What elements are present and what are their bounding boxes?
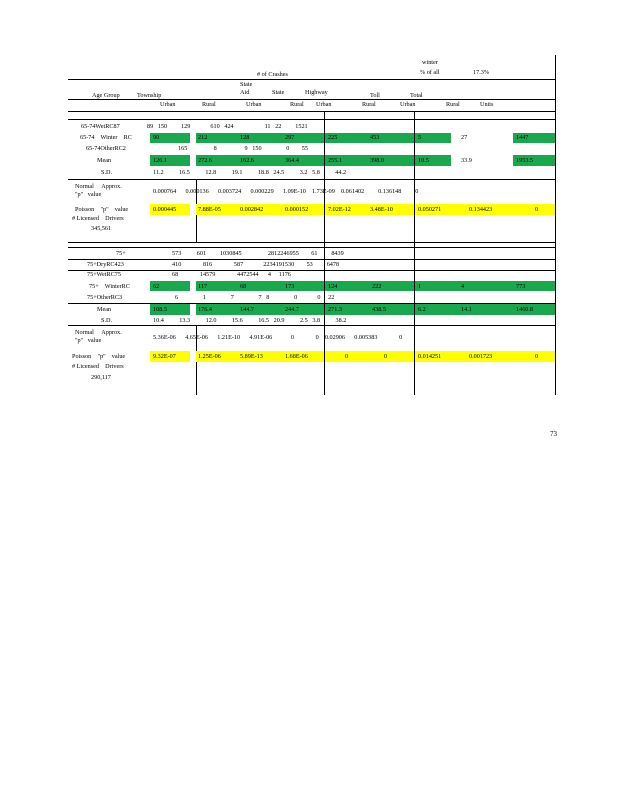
col-units: Units: [480, 101, 494, 108]
s2-poisson-v1: 9.32E-07: [153, 353, 176, 360]
s1-poisson-label: Poisson "p" value: [75, 206, 129, 213]
rule: [68, 247, 555, 248]
rule: [68, 79, 555, 80]
s1-mean-v4: 364.4: [285, 157, 299, 164]
s1-winter-v3: 128: [240, 134, 250, 141]
s1-winter-label: 65-74 Winter RC: [80, 134, 132, 141]
s1-mean-v6: 398.0: [370, 157, 384, 164]
s2-poisson-v7: 0.014251: [418, 353, 442, 360]
col-rural-2: Rural: [290, 101, 304, 108]
s2-sd-label: S.D.: [101, 317, 113, 324]
rule: [68, 325, 555, 326]
s2-mean-v8: 14.1: [461, 306, 472, 313]
s1-mean-v8: 33.9: [461, 157, 472, 164]
highlight-green: [196, 304, 324, 315]
s2-mean-v7: 6.2: [418, 306, 426, 313]
s2-drivers-label: # Licensed Drivers: [72, 363, 124, 370]
rule: [68, 111, 555, 112]
s1-mean-v1: 126.1: [153, 157, 167, 164]
s1-poisson-v7: 0.050271: [418, 206, 442, 213]
col-urban-1: Urban: [160, 101, 176, 108]
s2-sd-values: 10.4 13.3 12.0 15.6 16.5 20.9 2.5 3.8 38.2: [153, 317, 347, 324]
rule: [68, 242, 555, 243]
s1-mean-v9: 1953.5: [516, 157, 534, 164]
s1-poisson-v4: 0.000152: [285, 206, 309, 213]
s2-mean-label: Mean: [97, 306, 112, 313]
s2-row0-values: 573 601 1030845 2812246955 61 8439: [172, 250, 344, 257]
col-urban-4: Urban: [400, 101, 416, 108]
s1-poisson-v5: 7.02E-12: [328, 206, 351, 213]
s2-winter-v3: 68: [240, 283, 247, 290]
s2-normal-label: Normal Approx. "p" value: [75, 329, 122, 344]
s2-winter-v4: 173: [285, 283, 295, 290]
rule: [68, 270, 555, 271]
s2-row4-values: 6 1 7 7 8 0 0 22: [175, 294, 335, 301]
s1-poisson-v9: 0: [535, 206, 539, 213]
s2-poisson-v6: 0: [384, 353, 388, 360]
header-total: Total: [410, 92, 423, 99]
s2-winter-v1: 62: [153, 283, 160, 290]
s2-row2-values: 68 14579 4472544 4 1176: [172, 271, 291, 278]
highlight-green: [196, 155, 324, 166]
s1-mean-v3: 162.6: [240, 157, 254, 164]
page-number: 73: [550, 430, 557, 438]
highlight-yellow: [325, 351, 414, 362]
s1-normal-values: 0.000764 0.000136 0.003724 0.000229 1.09E-10 1.73E-09 0.061402 0.136148 0: [153, 188, 419, 195]
s2-mean-v9: 1460.8: [516, 306, 534, 313]
s1-row3-values: 165 8 9 150 0 55: [178, 145, 308, 152]
s2-poisson-v9: 0: [535, 353, 539, 360]
s1-poisson-v1: 0.000445: [153, 206, 177, 213]
s2-mean-v1: 108.5: [153, 306, 167, 313]
column-divider: [555, 55, 556, 395]
header-crashes: # of Crashes: [257, 71, 288, 78]
s2-row4-label: 75+OtherRC3: [87, 294, 123, 301]
header-toll: Toll: [370, 92, 380, 99]
s1-row1-label: 65-74WetRC87: [81, 123, 120, 130]
highlight-green: [196, 281, 324, 291]
rule: [68, 259, 555, 260]
s2-winter-v6: 222: [372, 283, 382, 290]
s2-poisson-v2: 1.25E-06: [198, 353, 221, 360]
s2-winter-label: 75+ WinterRC: [89, 283, 130, 290]
rule: [68, 179, 555, 180]
s1-poisson-v2: 7.88E-05: [198, 206, 221, 213]
s1-poisson-v6: 3.48E-10: [370, 206, 393, 213]
s2-winter-v8: 4: [461, 283, 465, 290]
header-state-aid: State Aid: [240, 81, 253, 96]
s2-winter-v9: 773: [516, 283, 526, 290]
highlight-green: [325, 281, 414, 291]
col-urban-2: Urban: [246, 101, 262, 108]
s1-winter-v7: 5: [418, 134, 422, 141]
s2-mean-v3: 144.7: [240, 306, 254, 313]
s2-row1-label: 75+DryRC423: [87, 261, 124, 268]
col-rural-4: Rural: [446, 101, 460, 108]
s1-winter-v8: 27: [461, 134, 468, 141]
header-highway: Highway: [305, 89, 328, 96]
s2-row1-values: 410 816 587 2234191530 53 6478: [172, 261, 340, 268]
s1-drivers-label: # Licensed Drivers: [72, 215, 124, 222]
s1-winter-v1: 90: [153, 134, 160, 141]
s1-winter-v4: 297: [285, 134, 295, 141]
s1-mean-v2: 272.6: [198, 157, 212, 164]
header-state: State: [272, 89, 285, 96]
s1-mean-v5: 255.1: [328, 157, 342, 164]
header-pct-of-all: % of all: [420, 69, 440, 76]
s2-poisson-v5: 0: [345, 353, 349, 360]
s2-poisson-v8: 0.001723: [469, 353, 493, 360]
header-pct: 17.3%: [473, 69, 489, 76]
s1-sd-label: S.D.: [101, 169, 113, 176]
s1-mean-label: Mean: [97, 157, 112, 164]
s2-normal-values: 5.36E-06 4.65E-06 1.21E-10 4.91E-06 0 0 0.02906 0.005383 0: [153, 334, 403, 341]
s1-poisson-v8: 0.134423: [469, 206, 493, 213]
highlight-green: [415, 281, 555, 291]
highlight-green: [196, 133, 324, 143]
s1-winter-v6: 453: [370, 134, 380, 141]
header-winter: winter: [422, 59, 438, 66]
col-rural-1: Rural: [202, 101, 216, 108]
highlight-green: [415, 304, 555, 315]
s1-winter-v2: 212: [198, 134, 208, 141]
col-urban-3: Urban: [316, 101, 332, 108]
s1-row3-label: 65-74OtherRC2: [86, 145, 126, 152]
s2-poisson-v4: 1.68E-06: [285, 353, 308, 360]
s1-winter-v5: 225: [328, 134, 338, 141]
s2-mean-v4: 244.7: [285, 306, 299, 313]
s1-winter-v9: 1447: [516, 134, 529, 141]
s2-drivers-value: 290,117: [91, 374, 111, 381]
s2-mean-v2: 176.4: [198, 306, 212, 313]
rule: [68, 99, 555, 100]
s1-normal-label: Normal Approx. "p" value: [75, 183, 122, 198]
header-township: Township: [137, 92, 162, 99]
s2-poisson-label: Poisson "p" value: [72, 353, 126, 360]
s1-sd-values: 11.2 16.5 12.8 19.1 18.8 24.5 3.2 5.8 44.2: [153, 169, 347, 176]
s2-mean-v6: 438.5: [372, 306, 386, 313]
s2-poisson-v3: 5.89E-13: [240, 353, 263, 360]
s2-mean-v5: 271.3: [328, 306, 342, 313]
header-age-group: Age Group: [92, 92, 120, 99]
s2-row0-label: 75+: [116, 250, 126, 257]
s1-drivers-value: 345,561: [91, 225, 112, 232]
s1-row1-values: 89 150 129 610 424 11 22 1521: [147, 123, 308, 130]
s2-winter-v7: 1: [418, 283, 422, 290]
s2-row2-label: 75+WetRC75: [87, 271, 121, 278]
col-rural-3: Rural: [362, 101, 376, 108]
s2-winter-v2: 117: [198, 283, 208, 290]
s1-poisson-v3: 0.002842: [240, 206, 264, 213]
s2-winter-v5: 124: [328, 283, 338, 290]
s1-mean-v7: 10.5: [418, 157, 429, 164]
rule: [68, 119, 555, 120]
